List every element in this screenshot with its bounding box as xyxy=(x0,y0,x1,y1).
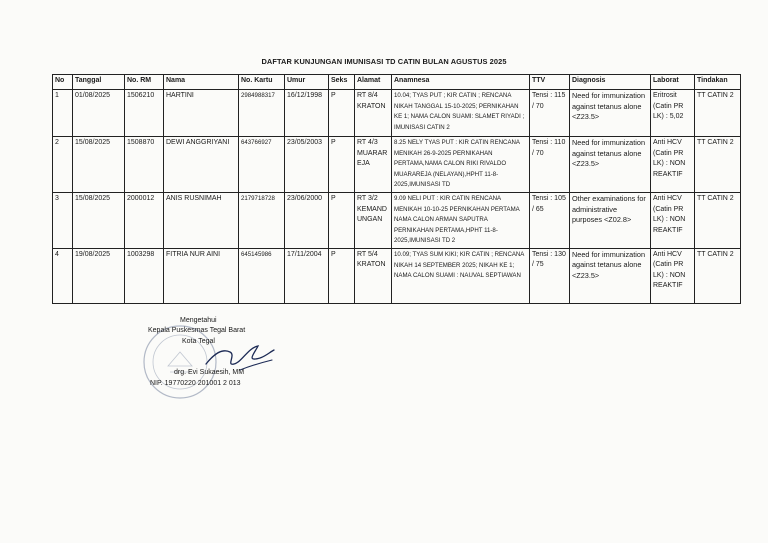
cell-laborat: Anti HCV (Catin PR LK) : NON REAKTIF xyxy=(651,193,695,249)
col-header-laborat: Laborat xyxy=(651,75,695,90)
signer-nip: NIP. 19770220 201001 2 013 xyxy=(150,380,241,387)
col-header-tanggal: Tanggal xyxy=(73,75,125,90)
col-header-anamnesa: Anamnesa xyxy=(392,75,530,90)
cell-seks: P xyxy=(329,90,355,137)
col-header-umur: Umur xyxy=(285,75,329,90)
signature-acknowledged: Mengetahui xyxy=(180,317,217,324)
cell-ttv: Tensi : 110 / 70 xyxy=(530,137,570,193)
cell-no-kartu: 2984988317 xyxy=(239,90,285,137)
cell-nama: FITRIA NUR AINI xyxy=(164,248,239,303)
cell-no-kartu: 2179718728 xyxy=(239,193,285,249)
cell-alamat: RT 4/3 MUARAREJA xyxy=(355,137,392,193)
cell-nama: DEWI ANGGRIYANI xyxy=(164,137,239,193)
document-title: DAFTAR KUNJUNGAN IMUNISASI TD CATIN BULAN AGUSTUS 2025 xyxy=(261,57,507,66)
cell-ttv: Tensi : 130 / 75 xyxy=(530,248,570,303)
cell-anamnesa: 8.25 NELY TYAS PUT : KIR CATIN RENCANA MENIKAH 26-9-2025 PERNIKAHAN PERTAMA,NAMA CALON RIKI RIVALDO MUARAREJA (NELAYAN),HPHT 11-8-2025,IMUNISASI TD xyxy=(392,137,530,193)
cell-tanggal: 15/08/2025 xyxy=(73,193,125,249)
cell-seks: P xyxy=(329,137,355,193)
cell-no-rm: 1003298 xyxy=(125,248,164,303)
cell-no-kartu: 645145986 xyxy=(239,248,285,303)
table-row xyxy=(53,137,741,193)
cell-laborat: Anti HCV (Catin PR LK) : NON REAKTIF xyxy=(651,248,695,303)
cell-laborat: Eritrosit (Catin PR LK) : 5,02 xyxy=(651,90,695,137)
signature-city: Kota Tegal xyxy=(182,338,215,345)
cell-umur: 16/12/1998 xyxy=(285,90,329,137)
cell-anamnesa: 9.09 NELI PUT : KIR CATIN RENCANA MENIKAH 10-10-25 PERNIKAHAN PERTAMA NAMA CALON ARMAN SAPUTRA PERNIKAHAN PERTAMA,HPHT 11-8-2025,IMUNISASI TD 2 xyxy=(392,193,530,249)
cell-no: 4 xyxy=(53,248,73,303)
col-header-no-rm: No. RM xyxy=(125,75,164,90)
col-header-seks: Seks xyxy=(329,75,355,90)
table-row xyxy=(53,193,741,249)
visit-table xyxy=(52,74,741,304)
cell-no: 1 xyxy=(53,90,73,137)
cell-ttv: Tensi : 115 / 70 xyxy=(530,90,570,137)
signer-name: drg. Evi Sukaesih, MM xyxy=(174,369,245,376)
cell-diagnosis: Other examinations for administrative purposes <Z02.8> xyxy=(570,193,651,249)
cell-no-rm: 1508870 xyxy=(125,137,164,193)
cell-tindakan: TT CATIN 2 xyxy=(695,193,741,249)
cell-tindakan: TT CATIN 2 xyxy=(695,137,741,193)
signature-position: Kepala Puskesmas Tegal Barat xyxy=(148,327,246,334)
cell-no-rm: 2000012 xyxy=(125,193,164,249)
cell-ttv: Tensi : 105 / 65 xyxy=(530,193,570,249)
cell-alamat: RT 8/4 KRATON xyxy=(355,90,392,137)
cell-no: 2 xyxy=(53,137,73,193)
cell-umur: 23/06/2000 xyxy=(285,193,329,249)
table-row xyxy=(53,248,741,303)
cell-no-rm: 1506210 xyxy=(125,90,164,137)
cell-nama: ANIS RUSNIMAH xyxy=(164,193,239,249)
col-header-no-kartu: No. Kartu xyxy=(239,75,285,90)
table-header-row xyxy=(53,75,741,90)
cell-tanggal: 15/08/2025 xyxy=(73,137,125,193)
table-row xyxy=(53,90,741,137)
cell-diagnosis: Need for immunization against tetanus alone <Z23.5> xyxy=(570,90,651,137)
cell-tanggal: 01/08/2025 xyxy=(73,90,125,137)
cell-umur: 23/05/2003 xyxy=(285,137,329,193)
col-header-diagnosis: Diagnosis xyxy=(570,75,651,90)
cell-alamat: RT 3/2 KEMANDUNGAN xyxy=(355,193,392,249)
cell-no: 3 xyxy=(53,193,73,249)
cell-alamat: RT 5/4 KRATON xyxy=(355,248,392,303)
cell-diagnosis: Need for immunization against tetanus alone <Z23.5> xyxy=(570,248,651,303)
col-header-tindakan: Tindakan xyxy=(695,75,741,90)
cell-tindakan: TT CATIN 2 xyxy=(695,248,741,303)
cell-diagnosis: Need for immunization against tetanus alone <Z23.5> xyxy=(570,137,651,193)
cell-seks: P xyxy=(329,248,355,303)
col-header-alamat: Alamat xyxy=(355,75,392,90)
col-header-nama: Nama xyxy=(164,75,239,90)
cell-umur: 17/11/2004 xyxy=(285,248,329,303)
col-header-ttv: TTV xyxy=(530,75,570,90)
cell-anamnesa: 10.09; TYAS SUM KIKI; KIR CATIN ; RENCANA NIKAH 14 SEPTEMBER 2025; NIKAH KE 1; NAMA CALON SUAMI : NAUVAL SEPTIAWAN xyxy=(392,248,530,303)
cell-nama: HARTINI xyxy=(164,90,239,137)
cell-seks: P xyxy=(329,193,355,249)
cell-tanggal: 19/08/2025 xyxy=(73,248,125,303)
cell-anamnesa: 10.04; TYAS PUT ; KIR CATIN ; RENCANA NIKAH TANGGAL 15-10-2025; PERNIKAHAN KE 1; NAMA CALON SUAMI: SLAMET RIYADI ; IMUNISASI CATIN 2 xyxy=(392,90,530,137)
col-header-no: No xyxy=(53,75,73,90)
cell-no-kartu: 643766927 xyxy=(239,137,285,193)
cell-laborat: Anti HCV (Catin PR LK) : NON REAKTIF xyxy=(651,137,695,193)
cell-tindakan: TT CATIN 2 xyxy=(695,90,741,137)
